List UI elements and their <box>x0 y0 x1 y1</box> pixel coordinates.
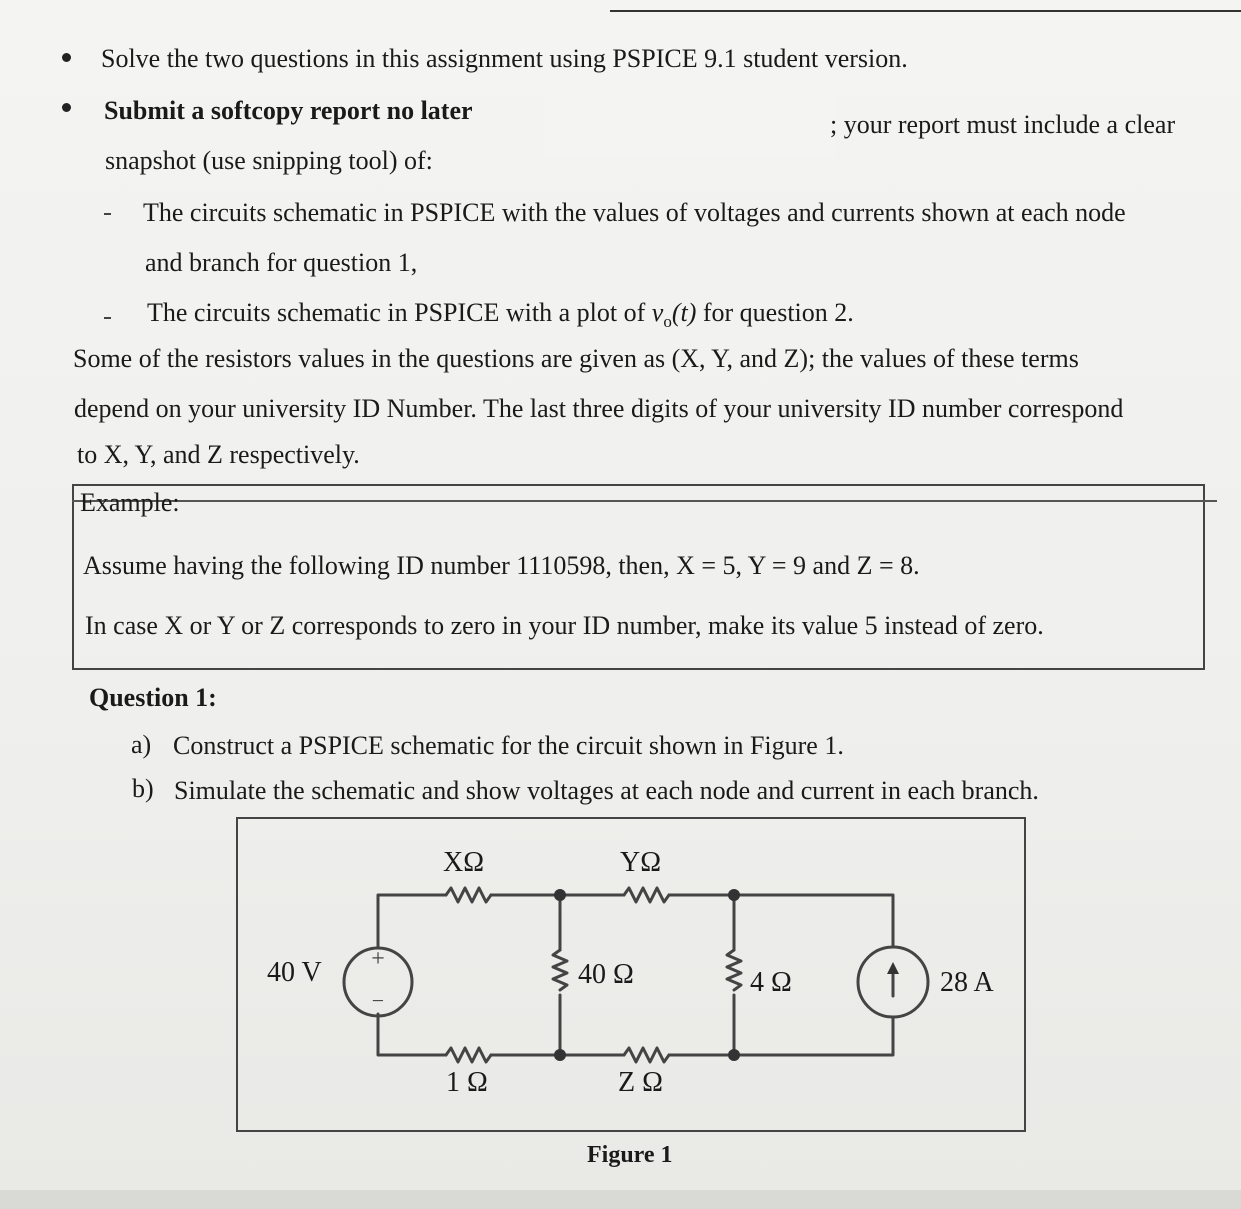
bullet2-continuation: snapshot (use snipping tool) of: <box>105 146 433 175</box>
wire-bottom-left <box>378 1014 446 1055</box>
bullet2-text-part2: ; your report must include a clear <box>830 110 1176 139</box>
bullet2-text-part1: Submit a softcopy report no later <box>104 96 473 125</box>
resistor-x-label: XΩ <box>443 847 485 878</box>
voltage-minus-sign: − <box>371 988 385 1013</box>
wire-top-right <box>669 895 893 947</box>
bullet1-text: Solve the two questions in this assignment using PSPICE 9.1 student version. <box>101 44 908 73</box>
vo-subscript: o <box>663 312 672 332</box>
voltage-plus-sign: + <box>371 946 385 972</box>
resistor-40-label: 40 Ω <box>578 959 634 990</box>
resistor-z-label: Z Ω <box>618 1067 663 1098</box>
paragraph-line2: depend on your university ID Number. The last three digits of your university ID number correspond <box>74 394 1124 423</box>
wire-top-left <box>378 895 446 948</box>
resistor-4-label: 4 Ω <box>750 967 792 998</box>
example-heading: Example: <box>80 488 180 517</box>
bottom-strip <box>0 1190 1241 1209</box>
example-line2: In case X or Y or Z corresponds to zero in your ID number, make its value 5 instead of zero. <box>85 611 1044 640</box>
resistor-z-symbol <box>624 1048 669 1062</box>
resistor-1-label: 1 Ω <box>446 1067 488 1098</box>
question1-item-a-marker: a) <box>131 730 152 759</box>
question1-item-a: Construct a PSPICE schematic for the circuit shown in Figure 1. <box>173 731 844 760</box>
vo-variable: v <box>651 298 664 327</box>
current-source-label: 28 A <box>940 967 994 998</box>
figure-caption: Figure 1 <box>587 1142 673 1168</box>
resistor-40-symbol <box>553 950 567 990</box>
resistor-4-symbol <box>727 950 741 990</box>
question1-item-b: Simulate the schematic and show voltages at each node and current in each branch. <box>174 776 1039 805</box>
vo-argument: (t) <box>671 298 697 327</box>
subitem1-line1: The circuits schematic in PSPICE with the values of voltages and currents shown at each node <box>143 198 1126 227</box>
voltage-source-label: 40 V <box>267 957 322 988</box>
resistor-y-label: YΩ <box>620 847 662 878</box>
question1-item-b-marker: b) <box>132 774 154 803</box>
question1-heading: Question 1: <box>89 683 217 712</box>
example-line1: Assume having the following ID number 1110598, then, X = 5, Y = 9 and Z = 8. <box>83 551 920 580</box>
node-dot <box>554 889 566 901</box>
current-arrow-head <box>887 962 899 974</box>
subitem2-post: for question 2. <box>696 298 854 327</box>
node-dot <box>728 1049 740 1061</box>
node-dot <box>554 1049 566 1061</box>
resistor-x-symbol <box>446 888 491 902</box>
node-dot <box>728 889 740 901</box>
subitem1-line2: and branch for question 1, <box>145 248 418 277</box>
resistor-1-symbol <box>446 1048 491 1062</box>
paragraph-line1: Some of the resistors values in the questions are given as (X, Y, and Z); the values of these terms <box>73 344 1079 373</box>
paragraph-line3: to X, Y, and Z respectively. <box>77 440 360 469</box>
subitem2-pre: The circuits schematic in PSPICE with a plot of <box>147 298 652 327</box>
resistor-y-symbol <box>624 888 669 902</box>
wire-bottom-right <box>669 1017 893 1055</box>
